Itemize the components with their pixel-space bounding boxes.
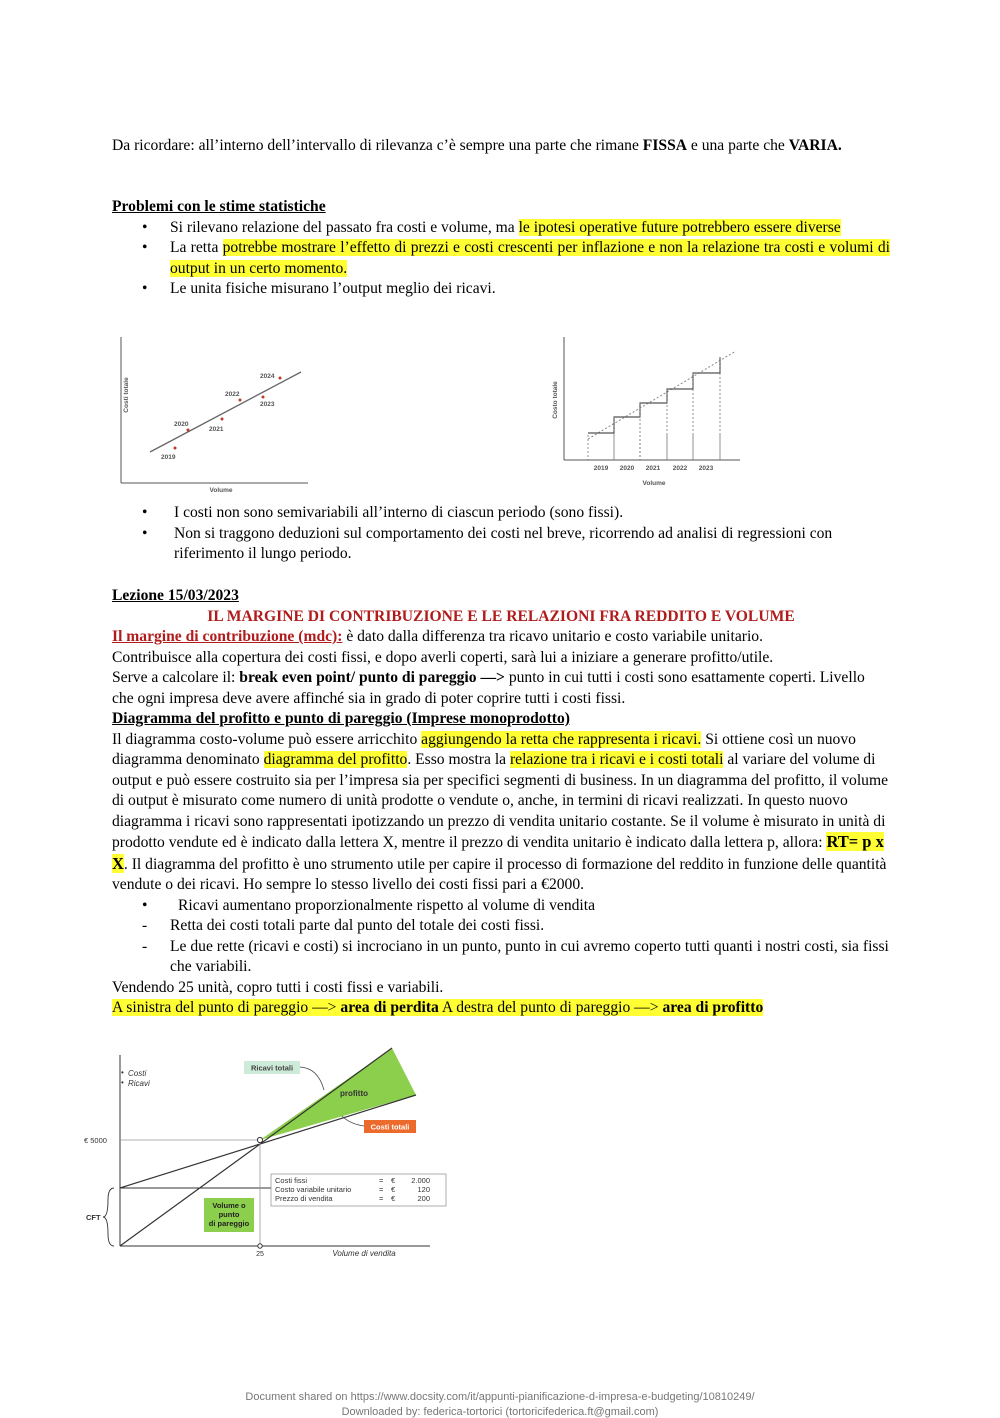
bep-label-1: Volume o xyxy=(212,1201,246,1210)
step-chart xyxy=(548,335,743,490)
lesson-dash-2: - Le due rette (ricavi e costi) si incrociano in un punto, punto in cui avremo coperto tutti quanti i nostri costi, sia fissi che variabili. xyxy=(112,937,890,978)
d-s4: al variare del volume di output e può essere costruito sia per l’impresa sia per specifici segmenti di business. In un diagramma del profitto, il volume di output è misurato come numero di unità prodotte o vendute o, anche, in termini di ricavi realizzati. In questo nuovo diagramma i ricavi sono rappresentati ipotizzando un prezzo di vendita unitario costante. Se il volume è misurato in unità di prodotto vendute ed è indicato dalla lettera X, mentre il prezzo di vendita unitario è indicato dalla lettera p, allora: xyxy=(112,751,889,851)
y-label-cft: CFT xyxy=(86,1213,101,1222)
data-point xyxy=(262,396,265,399)
areas-d: area di profitto xyxy=(662,999,764,1016)
data-point xyxy=(174,447,177,450)
point-label: 2019 xyxy=(161,454,176,461)
cft-brace xyxy=(103,1188,114,1246)
x-25-marker xyxy=(258,1244,262,1248)
bep-label-3: di pareggio xyxy=(208,1219,250,1228)
d-s3: . Esso mostra la xyxy=(407,751,510,768)
step-line xyxy=(588,357,720,433)
data-point xyxy=(221,418,224,421)
b2-highlight: potrebbe mostrare l’effetto di prezzi e costi crescenti per inflazione e non la relazione tra costi e volumi di output in un certo momento. xyxy=(170,239,890,277)
areas-line xyxy=(112,998,890,1019)
table-row-value: 120 xyxy=(417,1185,430,1194)
lesson-dashes xyxy=(112,916,890,978)
data-points xyxy=(161,373,282,461)
problems-heading: Problemi con le stime statistiche xyxy=(112,198,326,215)
d-s1: Il diagramma costo-volume può essere arricchito xyxy=(112,730,422,748)
after-charts-section xyxy=(112,503,890,565)
x-axis-label: Volume di vendita xyxy=(332,1249,396,1258)
d-h3: relazione tra i ricavi e i costi totali xyxy=(509,751,724,768)
legend-ricavi: Ricavi xyxy=(128,1079,150,1088)
legend-bullet-costi: • xyxy=(121,1068,124,1077)
after-bullet-2: • Non si traggono deduzioni sul comportamento dei costi nel breve, ricorrendo ad analisi di regressioni con riferimento il lungo periodo. xyxy=(112,524,890,565)
y-axis-label: Costo totale xyxy=(552,381,559,419)
problems-bullet-1 xyxy=(112,218,890,239)
table-row-label: Costi fissi xyxy=(275,1176,308,1185)
problems-section xyxy=(112,197,890,300)
d-h1: aggiungendo la retta che rappresenta i ricavi. xyxy=(421,730,702,748)
tick-label: 2021 xyxy=(645,465,661,472)
ricavi-totali-label: Ricavi totali xyxy=(250,1063,294,1073)
point-label: 2021 xyxy=(209,426,224,433)
y-label-5000: € 5000 xyxy=(84,1136,107,1145)
y-axis-label: Costi totale xyxy=(123,377,130,413)
legend-costi: Costi xyxy=(128,1069,147,1078)
mdc-paragraph-2: Contribuisce alla copertura dei costi fissi, e dopo averli coperti, sarà lui a iniziare a generare profitto/utile. xyxy=(112,648,774,666)
data-point xyxy=(239,399,242,402)
mdc-definition: è dato dalla differenza tra ricavo unitario e costo variabile unitario. xyxy=(342,628,763,645)
lesson-bullet: • Ricavi aumentano proporzionalmente rispetto al volume di vendita xyxy=(112,896,890,917)
x-axis-label: Volume xyxy=(209,487,233,494)
scatter-chart xyxy=(118,335,313,495)
intro-paragraph xyxy=(112,136,890,157)
ricavi-pointer xyxy=(300,1067,324,1090)
table-row-currency: € xyxy=(391,1185,396,1194)
problems-list xyxy=(112,218,890,300)
break-even-point xyxy=(257,1137,262,1142)
table-row-value: 200 xyxy=(417,1194,430,1203)
data-point xyxy=(187,429,190,432)
lesson-section xyxy=(112,586,890,1019)
point-label: 2023 xyxy=(260,401,275,408)
table-row-eq: = xyxy=(379,1176,384,1185)
diagram-paragraph xyxy=(112,730,890,896)
b1-highlight: le ipotesi operative future potrebbero essere diverse xyxy=(518,218,841,236)
b1-plain: Si rilevano relazione del passato fra costi e volume, ma xyxy=(170,218,519,236)
regression-line xyxy=(150,372,301,452)
trend-line xyxy=(588,351,736,439)
tick-label: 2020 xyxy=(619,465,635,472)
intro-middle: e una parte che xyxy=(687,137,789,154)
diagram-heading: Diagramma del profitto e punto di pareggio (Imprese monoprodotto) xyxy=(112,710,570,727)
areas-c: A destra del punto di pareggio —> xyxy=(438,999,663,1016)
footer-downloaded: Downloaded by: federica-tortorici (tortoricifederica.ft@gmail.com) xyxy=(341,1406,659,1418)
bep-post: punto in cui tutti i costi sono esattamente coperti. Livello che ogni impresa deve avere affinché sia in grado di poter coprire tutti i costi fissi. xyxy=(112,669,865,707)
tick-label: 2022 xyxy=(672,465,688,472)
problems-bullet-3: • Le unita fisiche misurano l’output meglio dei ricavi. xyxy=(112,279,890,300)
x-label-25: 25 xyxy=(256,1251,264,1258)
after-bullet-1: • I costi non sono semivariabili all’interno di ciascun periodo (sono fissi). xyxy=(112,503,890,524)
d-s2: Si ottiene così un nuovo diagramma denominato xyxy=(112,730,856,768)
intro-fissa: FISSA xyxy=(642,137,687,154)
d-h2: diagramma del profitto xyxy=(263,751,408,768)
b2-plain: La retta xyxy=(170,239,223,256)
profitto-label: profitto xyxy=(340,1089,368,1098)
costi-totali-label: Costi totali xyxy=(370,1122,410,1132)
lesson-title: IL MARGINE DI CONTRIBUZIONE E LE RELAZIONI FRA REDDITO E VOLUME xyxy=(207,607,795,625)
table-row-value: 2.000 xyxy=(411,1176,430,1185)
d-s5: . Il diagramma del profitto è uno strumento utile per capire il processo di formazione del reddito in funzione delle quantità vendute o dei ricavi. Ho sempre lo stesso livello dei costi fissi pari a €2000. xyxy=(112,855,887,893)
lesson-dash-1: - Retta dei costi totali parte dal punto del totale dei costi fissi. xyxy=(112,916,890,937)
table-row-label: Costo variabile unitario xyxy=(275,1185,352,1194)
tick-labels xyxy=(594,465,714,472)
x-axis-label: Volume xyxy=(642,480,666,487)
table-row-eq: = xyxy=(379,1194,384,1203)
point-label: 2020 xyxy=(174,421,189,428)
formula-rt: RT= p x X xyxy=(112,832,884,873)
data-point xyxy=(279,377,282,380)
problems-bullet-2 xyxy=(112,238,890,279)
legend-bullet-ricavi: • xyxy=(121,1078,124,1087)
lesson-bullets xyxy=(112,896,890,917)
sale-25-paragraph: Vendendo 25 unità, copro tutti i costi fissi e variabili. xyxy=(112,978,444,996)
point-label: 2022 xyxy=(225,391,240,398)
mdc-term: Il margine di contribuzione (mdc): xyxy=(112,628,343,645)
intro-varia: VARIA. xyxy=(788,137,842,154)
revenue-line xyxy=(120,1048,392,1246)
table-row-eq: = xyxy=(379,1185,384,1194)
footer-shared: Document shared on https://www.docsity.com/it/appunti-pianificazione-d-impresa-e-budgeting/10810249/ xyxy=(245,1391,755,1403)
lesson-date: Lezione 15/03/2023 xyxy=(112,587,239,604)
tick-label: 2019 xyxy=(593,465,609,472)
intro-text: Da ricordare: all’interno dell’intervallo di rilevanza c’è sempre una parte che rimane xyxy=(112,137,643,154)
areas-a: A sinistra del punto di pareggio —> xyxy=(112,999,341,1016)
point-label: 2024 xyxy=(260,373,275,380)
areas-b: area di perdita xyxy=(340,999,439,1016)
bep-label-2: punto xyxy=(218,1210,240,1219)
bep-bold: break even point/ punto di pareggio —> xyxy=(239,669,505,686)
table-row-currency: € xyxy=(391,1176,396,1185)
table-row-currency: € xyxy=(391,1194,396,1203)
after-charts-list xyxy=(112,503,890,565)
profit-diagram xyxy=(80,1040,455,1265)
tick-label: 2023 xyxy=(698,465,714,472)
table-row-label: Prezzo di vendita xyxy=(275,1194,333,1203)
bep-pre: Serve a calcolare il: xyxy=(112,669,240,686)
